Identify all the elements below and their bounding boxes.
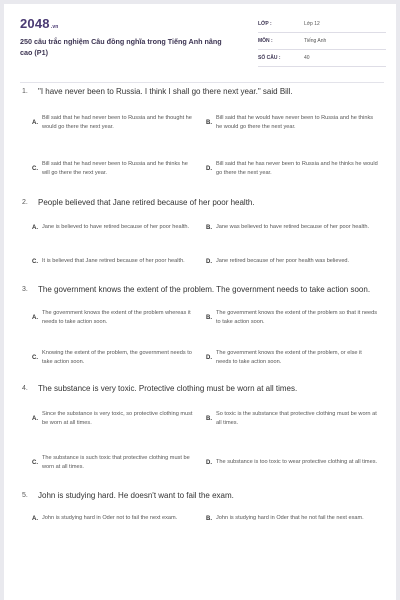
option-b[interactable] [202, 214, 384, 242]
option-letter: A. [32, 120, 38, 126]
question-text: The substance is very toxic. Protective clothing must be worn at all times. [38, 384, 298, 393]
option-letter: A. [32, 416, 38, 422]
option-grid [20, 507, 384, 537]
option-text: So toxic is the substance that protective clothing must be worn at all times. [216, 410, 377, 426]
question-number: 4. [22, 385, 28, 392]
meta-key: LỚP : [258, 21, 272, 27]
option-c[interactable] [20, 149, 202, 189]
option-text: The government knows the extent of the problem whereas it needs to take action soon. [42, 309, 191, 325]
option-grid [20, 400, 384, 488]
meta-key: MÔN : [258, 38, 273, 44]
option-text: The substance is such toxic that protective clothing must be worn at all times. [42, 454, 190, 470]
option-letter: B. [206, 315, 212, 321]
option-text: Jane was believed to have retired because of her poor health. [216, 224, 369, 231]
meta-value: 40 [304, 55, 310, 61]
option-a[interactable] [20, 103, 202, 143]
question-stem [20, 490, 384, 501]
option-letter: A. [32, 225, 38, 231]
question-text: "I have never been to Russia. I think I shall go there next year." said Bill. [38, 87, 293, 96]
meta-value: Tiếng Anh [304, 38, 327, 44]
option-letter: D. [206, 355, 212, 361]
option-letter: B. [206, 225, 212, 231]
option-text: Bill said that he would have never been to Russia and he thinks he would go there the next year. [216, 114, 374, 130]
option-text: Since the substance is very toxic, so protective clothing must be worn at all times. [42, 410, 193, 426]
option-a[interactable] [20, 507, 202, 531]
option-letter: B. [206, 516, 212, 522]
option-b[interactable] [202, 103, 384, 143]
option-text: The substance is too toxic to wear protective clothing at all times. [216, 459, 378, 466]
document-title: 250 câu trắc nghiệm Câu đồng nghĩa trong Tiếng Anh nâng cao (P1) [20, 37, 222, 57]
option-text: The government knows the extent of the problem, or else it needs to take action soon. [216, 349, 362, 365]
option-letter: C. [32, 259, 38, 265]
document-header [20, 16, 384, 76]
question-stem [20, 383, 384, 394]
question-number: 1. [22, 88, 28, 95]
meta-row-grade [258, 16, 386, 33]
option-grid [20, 214, 384, 282]
option-text: John is studying hard in Oder not to fail the next exam. [42, 515, 178, 522]
document-page [4, 4, 396, 600]
option-b[interactable] [202, 301, 384, 335]
option-text: John is studying hard in Oder that he not fail the next exam. [216, 515, 364, 522]
option-letter: D. [206, 460, 212, 466]
option-letter: B. [206, 416, 212, 422]
meta-key: SỐ CÂU : [258, 55, 281, 61]
question-4 [20, 383, 384, 488]
question-stem [20, 197, 384, 208]
logo-text: 2048 [20, 16, 50, 31]
question-text: People believed that Jane retired because of her poor health. [38, 198, 255, 207]
option-letter: A. [32, 315, 38, 321]
option-grid [20, 103, 384, 195]
question-text: The government knows the extent of the problem. The government needs to take action soon. [38, 285, 371, 294]
option-text: Bill said that he has never been to Russia and he thinks he would go there the next year. [216, 160, 378, 176]
option-text: The government knows the extent of the problem so that it needs to take action soon. [216, 309, 378, 325]
option-text: It is believed that Jane retired because of her poor health. [42, 258, 185, 265]
question-2 [20, 197, 384, 282]
option-d[interactable] [202, 149, 384, 189]
question-1 [20, 86, 384, 195]
question-3 [20, 284, 384, 381]
option-grid [20, 301, 384, 381]
site-logo[interactable] [20, 16, 59, 31]
question-number: 3. [22, 286, 28, 293]
option-letter: C. [32, 166, 38, 172]
question-stem [20, 284, 384, 295]
option-c[interactable] [20, 341, 202, 375]
question-number: 2. [22, 199, 28, 206]
option-c[interactable] [20, 444, 202, 482]
option-letter: D. [206, 259, 212, 265]
option-b[interactable] [202, 507, 384, 531]
option-d[interactable] [202, 341, 384, 375]
meta-table [258, 16, 386, 67]
option-text: Jane retired because of her poor health was believed. [216, 258, 350, 265]
option-a[interactable] [20, 301, 202, 335]
meta-row-count [258, 50, 386, 67]
option-text: Knowing the extent of the problem, the government needs to take action soon. [42, 349, 192, 365]
option-letter: C. [32, 355, 38, 361]
header-divider [20, 82, 384, 83]
option-letter: A. [32, 516, 38, 522]
option-text: Bill said that he had never been to Russia and he thinks he will go there the next year. [42, 160, 188, 176]
option-letter: D. [206, 166, 212, 172]
option-text: Jane is believed to have retired because of her poor health. [42, 224, 190, 231]
option-d[interactable] [202, 248, 384, 276]
question-text: John is studying hard. He doesn't want to fail the exam. [38, 491, 234, 500]
option-d[interactable] [202, 444, 384, 482]
question-stem [20, 86, 384, 97]
meta-value: Lớp 12 [304, 21, 320, 27]
option-c[interactable] [20, 248, 202, 276]
question-5 [20, 490, 384, 537]
option-a[interactable] [20, 214, 202, 242]
option-a[interactable] [20, 400, 202, 438]
logo-suffix: .vn [50, 24, 59, 30]
question-list [20, 86, 384, 537]
option-text: Bill said that he had never been to Russia and he thought he would go there the next year. [42, 114, 192, 130]
meta-row-subject [258, 33, 386, 50]
option-letter: C. [32, 460, 38, 466]
question-number: 5. [22, 492, 28, 499]
option-letter: B. [206, 120, 212, 126]
option-b[interactable] [202, 400, 384, 438]
